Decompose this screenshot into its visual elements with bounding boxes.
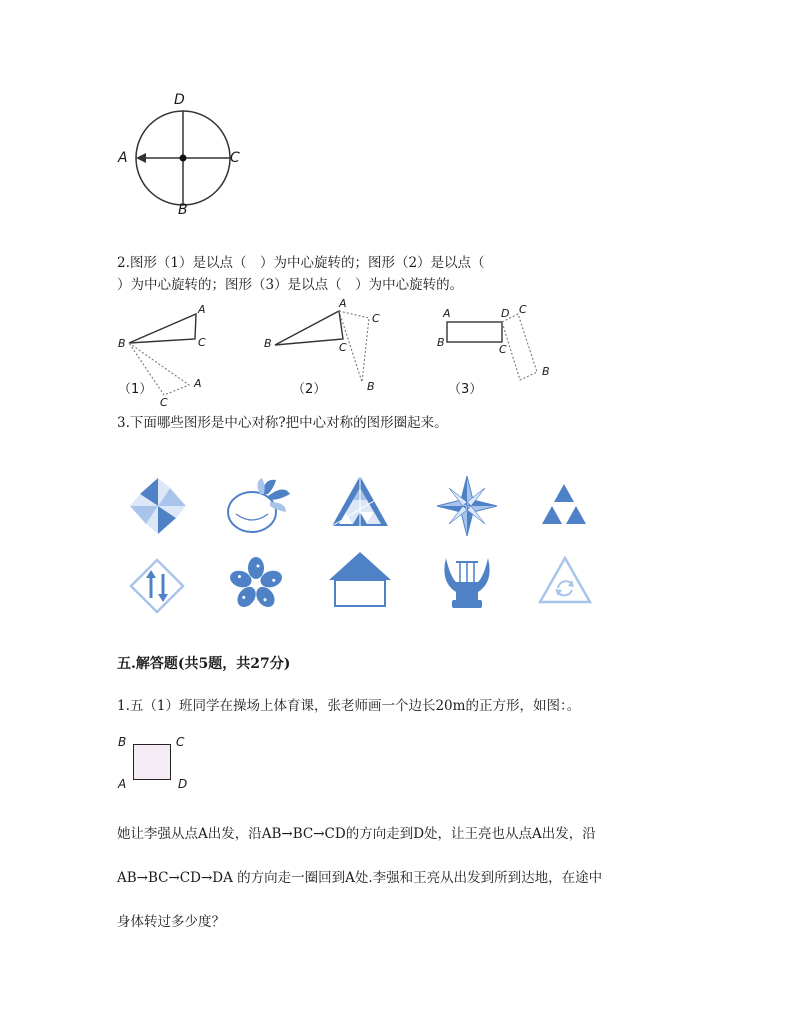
- q2-line2: ）为中心旋转的；图形（3）是以点（ ）为中心旋转的。: [117, 277, 464, 293]
- pinwheel-shape[interactable]: [128, 476, 188, 536]
- q3-text: 3.下面哪些图形是中心对称?把中心对称的图形圈起来。: [117, 415, 448, 431]
- section5-q1-line3: 身体转过多少度？: [117, 914, 225, 930]
- fig3-label-a: A: [443, 307, 451, 320]
- fig2-label-c1: C: [339, 341, 347, 354]
- flower-shape[interactable]: [228, 556, 284, 612]
- square-label-b: B: [118, 735, 127, 749]
- fig1-label-b: B: [118, 337, 126, 350]
- fig2-caption: （2）: [292, 382, 327, 397]
- fig2-label-a: A: [339, 297, 347, 310]
- section5-q1-line1: 她让李强从点A出发，沿AB→BC→CD的方向走到D处，让王亮也从点A出发，沿: [117, 826, 596, 842]
- circle-label-right: C: [230, 150, 240, 166]
- section5-heading: 五.解答题(共5题，共27分): [117, 656, 291, 672]
- fig2-label-b2: B: [367, 380, 375, 393]
- fig2-label-b1: B: [264, 337, 272, 350]
- triangle-trio-shape[interactable]: [536, 482, 592, 528]
- fig1-label-c1: C: [198, 336, 206, 349]
- section5-q1-intro: 1.五（1）班同学在操场上体育课，张老师画一个边长20m的正方形，如图：。: [117, 698, 581, 714]
- fig3-label-b2: B: [542, 365, 550, 378]
- compass-star-shape[interactable]: [435, 474, 499, 538]
- recycle-triangle-shape[interactable]: [538, 556, 592, 606]
- square-label-c: C: [176, 735, 185, 749]
- square-label-d: D: [178, 777, 188, 791]
- fig3-label-d: D: [501, 307, 510, 320]
- fig1-label-c2: C: [160, 396, 168, 409]
- fig3-label-c2: C: [499, 343, 507, 356]
- circle-label-bottom: B: [178, 202, 188, 218]
- triangle-mosaic-shape[interactable]: [330, 474, 390, 530]
- lyre-shape[interactable]: [438, 552, 496, 614]
- fig1-label-a1: A: [198, 303, 206, 316]
- square-label-a: A: [118, 777, 127, 791]
- house-shape[interactable]: [327, 550, 393, 608]
- radish-shape[interactable]: [224, 474, 294, 534]
- q2-line1: 2.图形（1）是以点（ ）为中心旋转的；图形（2）是以点（: [117, 255, 485, 271]
- fig1-caption: （1）: [118, 382, 153, 397]
- fig3-label-c1: C: [519, 303, 527, 316]
- fig2-label-c2: C: [372, 312, 380, 325]
- square-shape: [133, 744, 171, 780]
- fig1-label-a2: A: [194, 377, 202, 390]
- arrows-diamond-shape[interactable]: [129, 558, 185, 614]
- section5-q1-line2: AB→BC→CD→DA 的方向走一圈回到A处.李强和王亮从出发到所到达地，在途中: [117, 870, 603, 886]
- fig3-caption: （3）: [448, 382, 483, 397]
- fig3-label-b: B: [437, 336, 445, 349]
- circle-label-left: A: [118, 150, 128, 166]
- circle-label-top: D: [174, 92, 185, 108]
